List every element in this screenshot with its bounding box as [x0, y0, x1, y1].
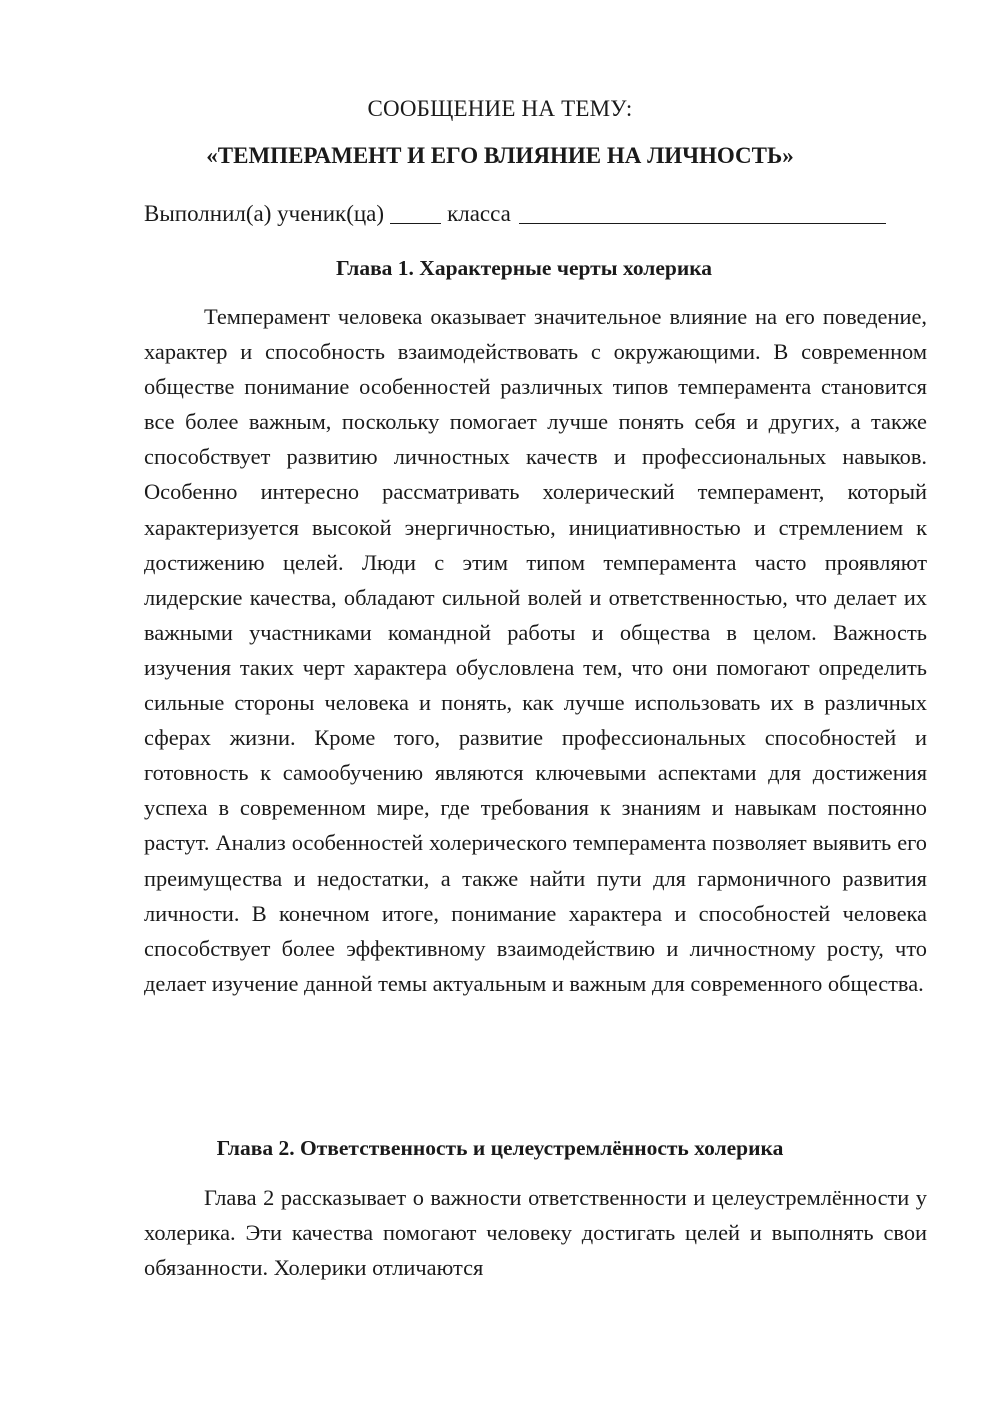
author-class-label: класса	[447, 201, 511, 226]
chapter-2-heading: Глава 2. Ответственность и целеустремлённость холерика	[216, 1136, 784, 1160]
author-prefix: Выполнил(а) ученик(ца)	[144, 201, 385, 226]
class-number-blank	[390, 201, 441, 224]
author-line	[144, 199, 934, 229]
document-title-line-2: «ТЕМПЕРАМЕНТ И ЕГО ВЛИЯНИЕ НА ЛИЧНОСТЬ»	[206, 143, 794, 168]
document-title-line-1: СООБЩЕНИЕ НА ТЕМУ:	[367, 96, 633, 121]
chapter-2-paragraph: Глава 2 рассказывает о важности ответственности и целеустремлённости у холерика. Эти качества помогают человеку достигать целей и выполнять свои обязанности. Холерики отличаются	[144, 1185, 927, 1281]
chapter-1-heading: Глава 1. Характерные черты холерика	[336, 256, 713, 280]
student-name-blank	[519, 201, 886, 224]
chapter-1-paragraph: Темперамент человека оказывает значительное влияние на его поведение, характер и способность взаимодействовать с окружающими. В современном обществе понимание особенностей различных типов темперамента становится все более важным, поскольку помогает лучше понять себя и других, а также способствует развитию личностных качеств и профессиональных навыков. Особенно интересно рассматривать холерический темперамент, который характеризуется высокой энергичностью, инициативностью и стремлением к достижению целей. Люди с этим типом темперамента часто проявляют лидерские качества, обладают сильной волей и ответственностью, что делает их важными участниками командной работы и общества в целом. Важность изучения таких черт характера обусловлена тем, что они помогают определить сильные стороны человека и понять, как лучше использовать их в различных сферах жизни. Кроме того, развитие профессиональных способностей и готовность к самообучению являются ключевыми аспектами для достижения успеха в современном мире, где требования к знаниям и навыкам постоянно растут. Анализ особенностей холерического темперамента позволяет выявить его преимущества и недостатки, а также найти пути для гармоничного развития личности. В конечном итоге, понимание характера и способностей человека способствует более эффективному взаимодействию и личностному росту, что делает изучение данной темы актуальным и важным для современного общества.	[144, 304, 927, 996]
